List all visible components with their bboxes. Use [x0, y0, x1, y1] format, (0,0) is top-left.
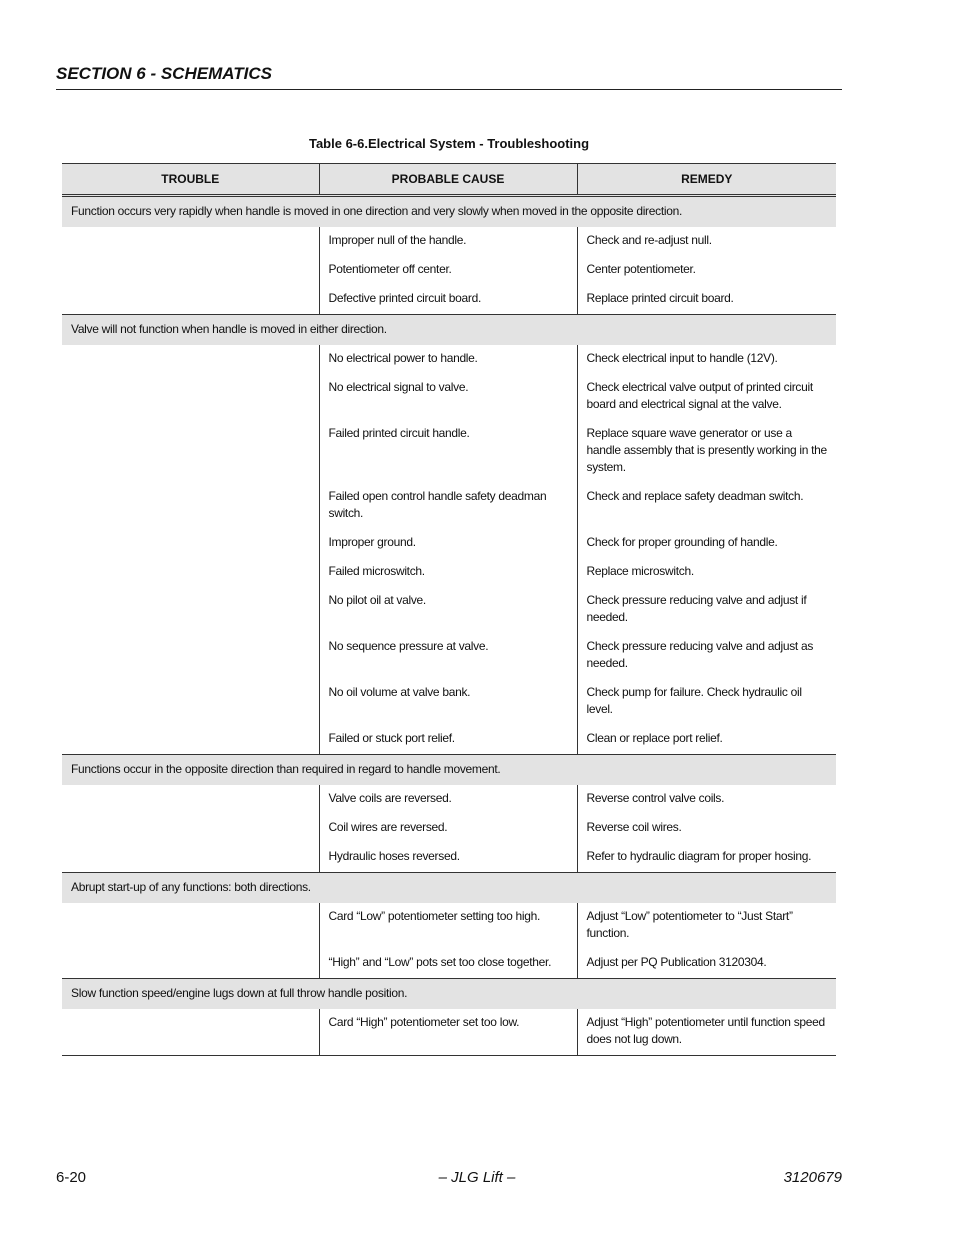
- probable-cause: Failed or stuck port relief.: [319, 725, 577, 755]
- remedy: Check and re-adjust null.: [586, 233, 712, 247]
- trouble-row: [62, 755, 836, 786]
- trouble-spacer: [62, 345, 319, 755]
- trouble-row: [62, 873, 836, 904]
- remedy: Replace microswitch.: [586, 564, 694, 578]
- remedy: Clean or replace port relief.: [586, 731, 723, 745]
- remedy: Adjust per PQ Publication 3120304.: [586, 955, 767, 969]
- probable-cause: No electrical signal to valve.: [319, 374, 577, 420]
- probable-cause: Card “Low” potentiometer setting too high.: [319, 903, 577, 949]
- trouble-text: Functions occur in the opposite direction than required in regard to handle movement.: [62, 755, 836, 786]
- probable-cause: No pilot oil at valve.: [319, 587, 577, 633]
- trouble-row: [62, 979, 836, 1010]
- table-row: [62, 227, 836, 256]
- trouble-row: [62, 315, 836, 346]
- remedy: Adjust “Low” potentiometer to “Just Start” function.: [586, 909, 793, 940]
- remedy: Reverse coil wires.: [586, 820, 682, 834]
- probable-cause: No sequence pressure at valve.: [319, 633, 577, 679]
- probable-cause: Improper ground.: [319, 529, 577, 558]
- section-title: SECTION 6 - SCHEMATICS: [56, 64, 842, 90]
- document-number: 3120679: [783, 1169, 842, 1186]
- page-number: 6-20: [56, 1169, 87, 1186]
- probable-cause: No electrical power to handle.: [319, 345, 577, 374]
- trouble-row: [62, 196, 836, 228]
- remedy: Check pump for failure. Check hydraulic oil level.: [586, 685, 802, 716]
- trouble-text: Valve will not function when handle is moved in either direction.: [62, 315, 836, 346]
- probable-cause: Failed microswitch.: [319, 558, 577, 587]
- probable-cause: Potentiometer off center.: [319, 256, 577, 285]
- trouble-spacer: [62, 1009, 319, 1056]
- remedy: Replace printed circuit board.: [586, 291, 734, 305]
- probable-cause: Coil wires are reversed.: [319, 814, 577, 843]
- remedy: Check pressure reducing valve and adjust if needed.: [586, 593, 807, 624]
- probable-cause: Card “High” potentiometer set too low.: [319, 1009, 577, 1056]
- table-row: [62, 1009, 836, 1056]
- remedy: Adjust “High” potentiometer until function speed does not lug down.: [577, 1009, 836, 1056]
- trouble-text: Abrupt start-up of any functions: both directions.: [62, 873, 836, 904]
- probable-cause: Improper null of the handle.: [319, 227, 577, 256]
- table-row: [62, 903, 836, 949]
- remedy: Check for proper grounding of handle.: [586, 535, 778, 549]
- trouble-spacer: [62, 903, 319, 979]
- probable-cause: “High” and “Low” pots set too close together.: [319, 949, 577, 979]
- remedy: Check electrical valve output of printed circuit board and electrical signal at the valve.: [586, 380, 813, 411]
- remedy: Center potentiometer.: [586, 262, 696, 276]
- column-header-probable-cause: PROBABLE CAUSE: [319, 164, 577, 196]
- column-header-remedy: REMEDY: [577, 164, 836, 196]
- column-header-trouble: TROUBLE: [62, 164, 319, 196]
- remedy: Replace square wave generator or use a handle assembly that is presently working in the system.: [586, 426, 827, 474]
- probable-cause: No oil volume at valve bank.: [319, 679, 577, 725]
- probable-cause: Failed open control handle safety deadman switch.: [319, 483, 577, 529]
- remedy: Reverse control valve coils.: [586, 791, 725, 805]
- remedy: Check pressure reducing valve and adjust as needed.: [586, 639, 814, 670]
- probable-cause: Defective printed circuit board.: [319, 285, 577, 315]
- remedy: Check and replace safety deadman switch.: [586, 489, 804, 503]
- remedy: Refer to hydraulic diagram for proper hosing.: [586, 849, 812, 863]
- probable-cause: Hydraulic hoses reversed.: [319, 843, 577, 873]
- probable-cause: Failed printed circuit handle.: [319, 420, 577, 483]
- table-row: [62, 345, 836, 374]
- publisher-footer: – JLG Lift –: [438, 1169, 516, 1186]
- table-header-row: [62, 164, 836, 196]
- trouble-text: Slow function speed/engine lugs down at full throw handle position.: [62, 979, 836, 1010]
- trouble-spacer: [62, 227, 319, 315]
- table-row: [62, 785, 836, 814]
- troubleshooting-table: [62, 163, 836, 1056]
- trouble-text: Function occurs very rapidly when handle is moved in one direction and very slowly when moved in the opposite direction.: [62, 196, 836, 228]
- trouble-spacer: [62, 785, 319, 873]
- remedy: Check electrical input to handle (12V).: [586, 351, 778, 365]
- probable-cause: Valve coils are reversed.: [319, 785, 577, 814]
- table-title: Table 6-6.Electrical System - Troubleshooting: [308, 136, 590, 151]
